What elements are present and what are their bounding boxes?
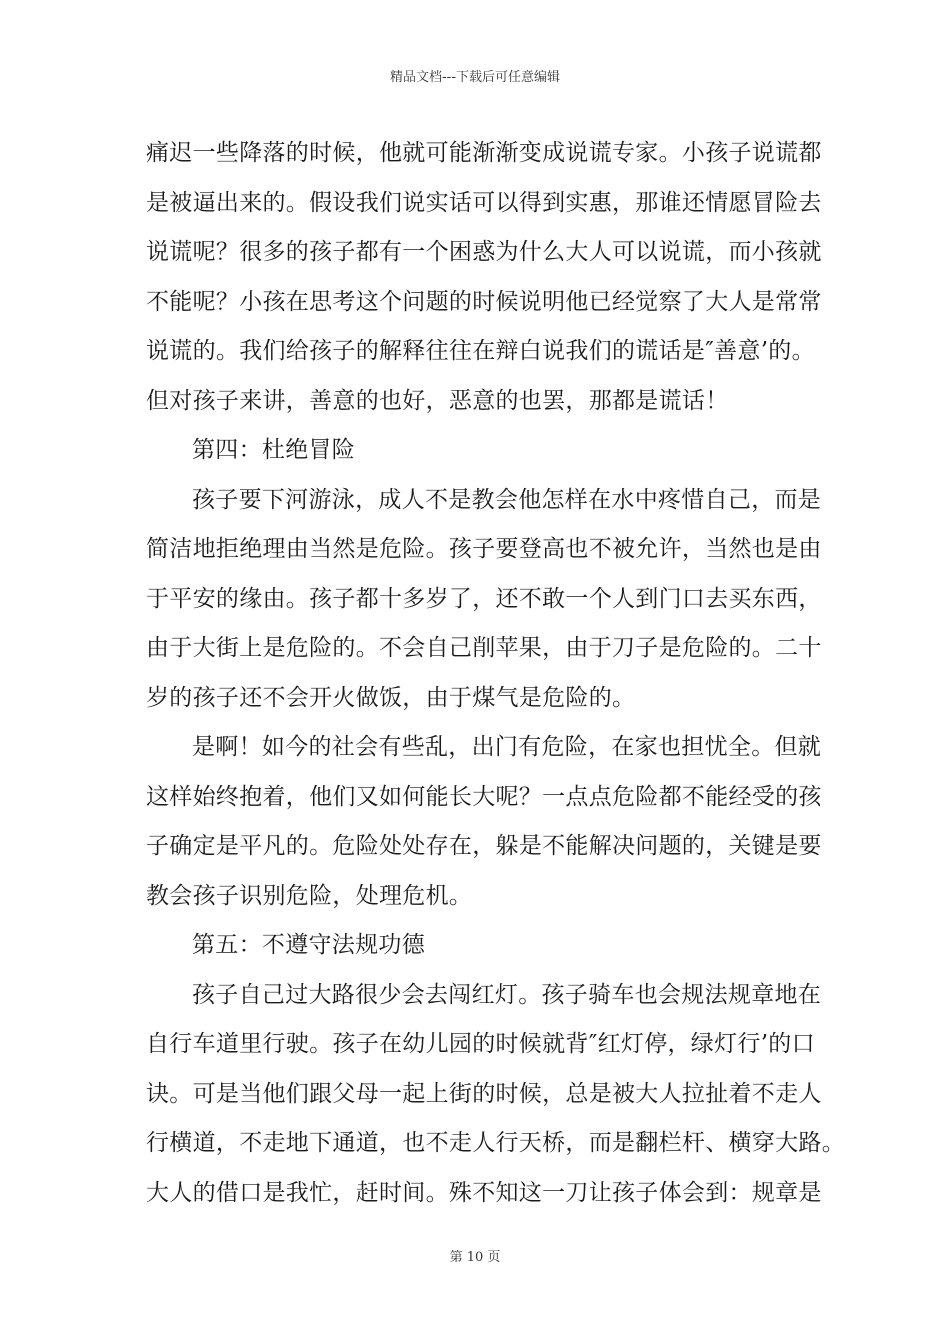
text-line: 子确定是平凡的。危险处处存在，躲是不能解决问题的，关键是要 xyxy=(146,833,822,859)
text-line: 不能呢？小孩在思考这个问题的时候说明他已经觉察了大人是常常 xyxy=(146,288,822,315)
text-line: 孩子要下河游泳，成人不是教会他怎样在水中疼惜自己，而是 xyxy=(192,486,822,513)
text-line: 是啊！如今的社会有些乱，出门有危险，在家也担忧全。但就 xyxy=(192,734,822,760)
page-number: 第 10 页 xyxy=(449,1250,501,1265)
text-line: 孩子自己过大路很少会去闯红灯。孩子骑车也会规法规章地在 xyxy=(192,981,822,1008)
text-line: 由于大街上是危险的。不会自己削苹果，由于刀子是危险的。二十 xyxy=(146,635,822,661)
text-line: 自行车道里行驶。孩子在幼儿园的时候就背″红灯停，绿灯行’的口 xyxy=(146,1031,815,1057)
page-header: 精品文档---下载后可任意编辑 xyxy=(389,70,561,85)
text-line: 第四：杜绝冒险 xyxy=(192,437,356,463)
text-line: 第五：不遵守法规功德 xyxy=(192,932,425,958)
text-line: 行横道，不走地下通道，也不走人行天桥，而是翻栏杆、横穿大路。 xyxy=(146,1130,845,1156)
text-line: 诀。可是当他们跟父母一起上街的时候，总是被大人拉扯着不走人 xyxy=(146,1080,822,1107)
text-line: 说谎的。我们给孩子的解释往往在辩白说我们的谎话是″善意’的。 xyxy=(146,338,815,364)
text-line: 大人的借口是我忙，赶时间。殊不知这一刀让孩子体会到：规章是 xyxy=(146,1179,822,1206)
text-line: 教会孩子识别危险，处理危机。 xyxy=(146,882,473,909)
text-line: 岁的孩子还不会开火做饭，由于煤气是危险的。 xyxy=(146,684,636,711)
text-line: 于平安的缘由。孩子都十多岁了，还不敢一个人到门口去买东西， xyxy=(146,585,822,612)
text-line: 痛迟一些降落的时候，他就可能渐渐变成说谎专家。小孩子说谎都 xyxy=(146,140,822,166)
document-body xyxy=(146,129,845,1218)
text-line: 说谎呢？很多的孩子都有一个困惑为什么大人可以说谎，而小孩就 xyxy=(146,239,822,265)
text-line: 但对孩子来讲，善意的也好，恶意的也罢，那都是谎话！ xyxy=(146,387,729,414)
text-line: 简洁地拒绝理由当然是危险。孩子要登高也不被允许，当然也是由 xyxy=(146,536,822,562)
text-line: 是被逼出来的。假设我们说实话可以得到实惠，那谁还情愿冒险去 xyxy=(146,189,822,216)
text-line: 这样始终抱着，他们又如何能长大呢？一点点危险都不能经受的孩 xyxy=(146,783,822,810)
